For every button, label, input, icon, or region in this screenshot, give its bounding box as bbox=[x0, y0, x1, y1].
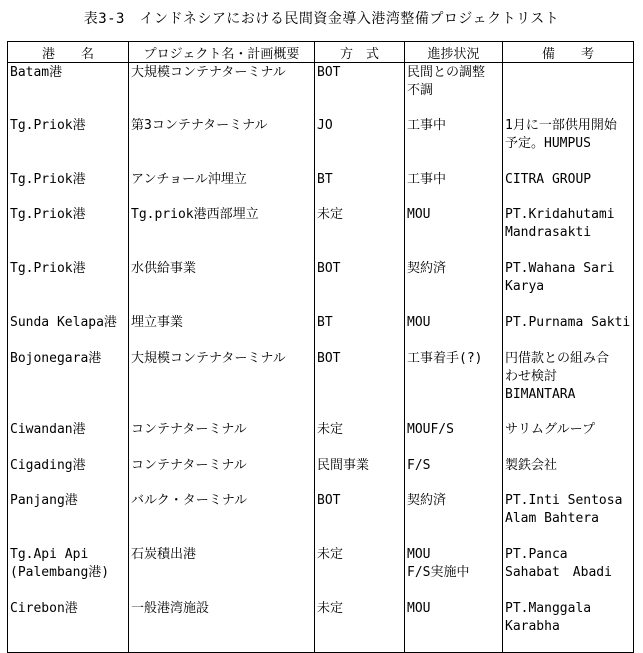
cell-method: BT bbox=[315, 170, 405, 205]
table-header bbox=[8, 42, 634, 63]
table-row bbox=[8, 545, 634, 599]
table-row bbox=[8, 599, 634, 653]
cell-status: 契約済 bbox=[405, 491, 503, 545]
header-remarks: 備 考 bbox=[503, 42, 634, 63]
cell-method: BOT bbox=[315, 491, 405, 545]
cell-remarks: PT.Wahana Sari Karya bbox=[503, 259, 634, 313]
cell-port: Cigading港 bbox=[8, 456, 129, 491]
cell-port: Bojonegara港 bbox=[8, 349, 129, 420]
cell-project: 大規模コンテナターミナル bbox=[129, 63, 315, 116]
table-row bbox=[8, 170, 634, 205]
cell-status: 契約済 bbox=[405, 259, 503, 313]
table-row bbox=[8, 491, 634, 545]
cell-project: バルク・ターミナル bbox=[129, 491, 315, 545]
cell-remarks: 1月に一部供用開始 予定。HUMPUS bbox=[503, 116, 634, 170]
cell-remarks: 円借款との組み合 わせ検討 BIMANTARA bbox=[503, 349, 634, 420]
cell-method: 未定 bbox=[315, 205, 405, 259]
cell-remarks: PT.Purnama Sakti bbox=[503, 313, 634, 349]
cell-port: Sunda Kelapa港 bbox=[8, 313, 129, 349]
cell-status: F/S bbox=[405, 456, 503, 491]
table-row bbox=[8, 313, 634, 349]
cell-method: 未定 bbox=[315, 420, 405, 456]
header-project: プロジェクト名・計画概要 bbox=[129, 42, 315, 63]
header-status: 進捗状況 bbox=[405, 42, 503, 63]
cell-method: BOT bbox=[315, 63, 405, 116]
cell-project: 石炭積出港 bbox=[129, 545, 315, 599]
cell-port: Tg.Priok港 bbox=[8, 116, 129, 170]
header-port: 港 名 bbox=[8, 42, 129, 63]
table-row bbox=[8, 205, 634, 259]
cell-method: BOT bbox=[315, 259, 405, 313]
cell-method: 未定 bbox=[315, 545, 405, 599]
cell-project: アンチョール沖埋立 bbox=[129, 170, 315, 205]
cell-status: MOU bbox=[405, 313, 503, 349]
cell-method: 民間事業 bbox=[315, 456, 405, 491]
cell-status: 工事中 bbox=[405, 170, 503, 205]
cell-method: 未定 bbox=[315, 599, 405, 653]
cell-remarks: サリムグループ bbox=[503, 420, 634, 456]
cell-port: Tg.Priok港 bbox=[8, 259, 129, 313]
cell-port: Panjang港 bbox=[8, 491, 129, 545]
table-row bbox=[8, 63, 634, 116]
cell-status: MOU bbox=[405, 599, 503, 653]
cell-port: Tg.Api Api (Palembang港) bbox=[8, 545, 129, 599]
header-row bbox=[8, 42, 634, 63]
cell-port: Batam港 bbox=[8, 63, 129, 116]
cell-remarks: CITRA GROUP bbox=[503, 170, 634, 205]
cell-project: 大規模コンテナターミナル bbox=[129, 349, 315, 420]
cell-project: 一般港湾施設 bbox=[129, 599, 315, 653]
table-row bbox=[8, 349, 634, 420]
project-list-table bbox=[7, 41, 634, 653]
cell-port: Tg.Priok港 bbox=[8, 170, 129, 205]
cell-status: 民間との調整 不調 bbox=[405, 63, 503, 116]
cell-remarks: PT.Manggala Karabha bbox=[503, 599, 634, 653]
table-title: 表3-3 インドネシアにおける民間資金導入港湾整備プロジェクトリスト bbox=[83, 11, 560, 27]
cell-project: 埋立事業 bbox=[129, 313, 315, 349]
table-row bbox=[8, 420, 634, 456]
cell-remarks: PT.Panca Sahabat Abadi bbox=[503, 545, 634, 599]
table-row bbox=[8, 456, 634, 491]
cell-port: Cirebon港 bbox=[8, 599, 129, 653]
cell-method: JO bbox=[315, 116, 405, 170]
cell-status: MOUF/S bbox=[405, 420, 503, 456]
cell-method: BT bbox=[315, 313, 405, 349]
table-body bbox=[8, 63, 634, 653]
cell-status: 工事着手(?) bbox=[405, 349, 503, 420]
cell-remarks: PT.Inti Sentosa Alam Bahtera bbox=[503, 491, 634, 545]
header-method: 方 式 bbox=[315, 42, 405, 63]
cell-status: MOU bbox=[405, 205, 503, 259]
table-row bbox=[8, 116, 634, 170]
cell-project: Tg.priok港西部埋立 bbox=[129, 205, 315, 259]
cell-project: 第3コンテナターミナル bbox=[129, 116, 315, 170]
cell-status: 工事中 bbox=[405, 116, 503, 170]
cell-project: コンテナターミナル bbox=[129, 420, 315, 456]
cell-remarks: 製鉄会社 bbox=[503, 456, 634, 491]
cell-method: BOT bbox=[315, 349, 405, 420]
cell-project: 水供給事業 bbox=[129, 259, 315, 313]
cell-remarks: PT.Kridahutami Mandrasakti bbox=[503, 205, 634, 259]
cell-remarks bbox=[503, 63, 634, 116]
cell-status: MOU F/S実施中 bbox=[405, 545, 503, 599]
table-row bbox=[8, 259, 634, 313]
cell-port: Ciwandan港 bbox=[8, 420, 129, 456]
cell-project: コンテナターミナル bbox=[129, 456, 315, 491]
cell-port: Tg.Priok港 bbox=[8, 205, 129, 259]
